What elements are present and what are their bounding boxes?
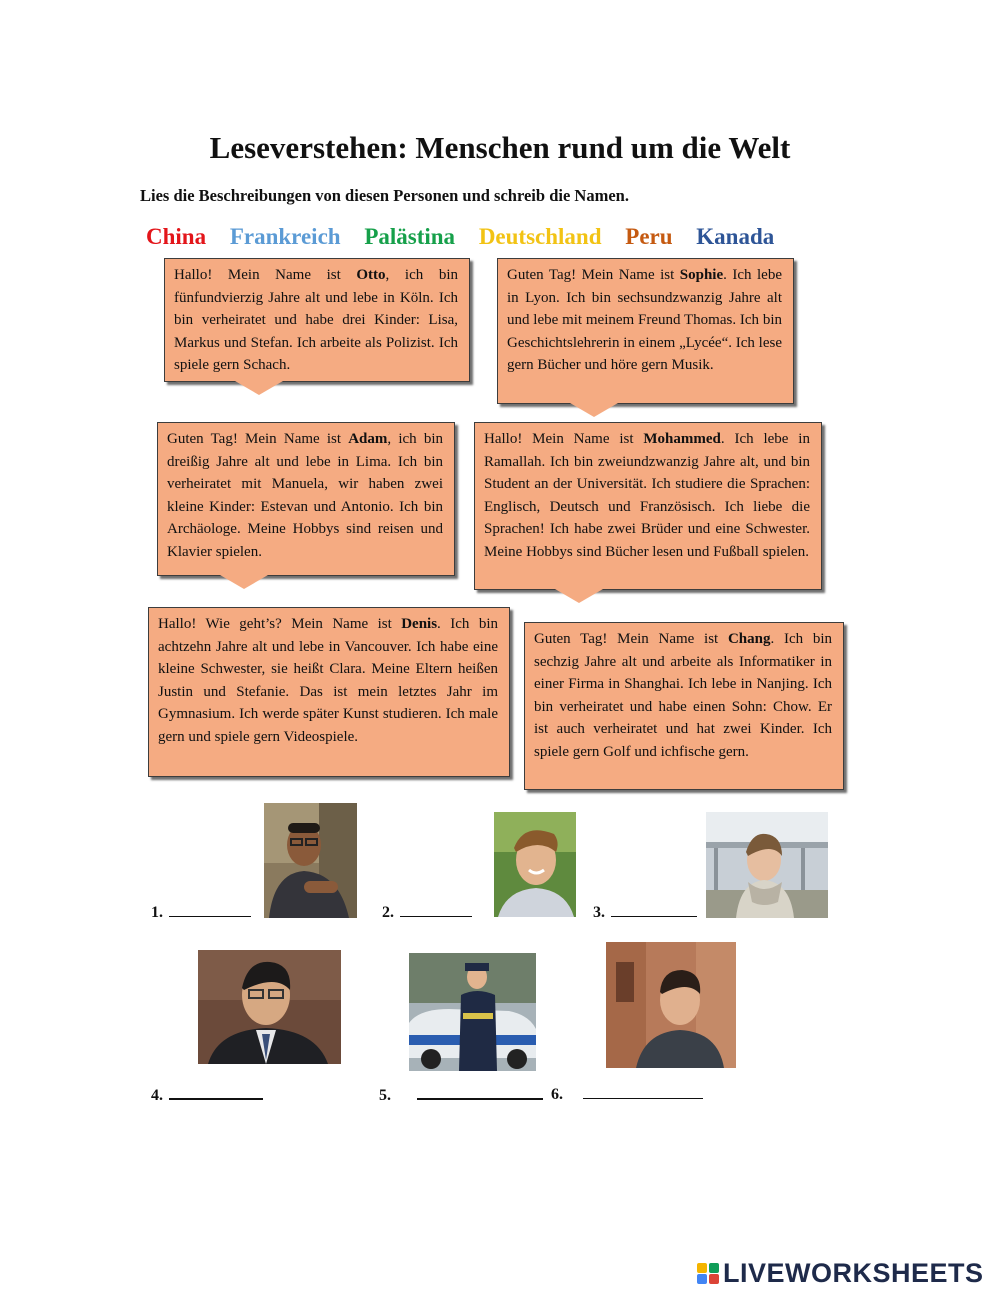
answer-2[interactable]: 2. — [382, 904, 472, 922]
answer-input-3[interactable] — [611, 904, 697, 917]
answer-4[interactable]: 4. — [151, 1086, 263, 1105]
person-name: Adam — [348, 431, 388, 447]
answer-input-4[interactable] — [169, 1086, 263, 1100]
answer-5[interactable]: 5. — [379, 1086, 543, 1105]
person-name: Sophie — [679, 267, 724, 283]
answer-input-5[interactable] — [417, 1086, 543, 1100]
logo-icon — [697, 1263, 719, 1285]
answer-input-6[interactable] — [583, 1086, 703, 1099]
country-kanada: Kanada — [696, 224, 775, 249]
country-deutschland: Deutschland — [478, 224, 602, 249]
answer-1[interactable]: 1. — [151, 904, 251, 922]
answer-6[interactable]: 6. — [551, 1086, 703, 1104]
photo-1-young-man-glasses — [264, 803, 357, 918]
bubble-tail — [220, 575, 268, 589]
bubble-chang: Guten Tag! Mein Name ist Chang. Ich bin sechzig Jahre alt und arbeite als Informatiker in einer Firma in Shanghai. Ich lebe in Nanjing. Ich bin verheiratet und habe einen Sohn: Chow. Er ist auch verheiratet und hat zwei Kinder. Ich spiele gern Golf und ichfische gern. — [524, 622, 844, 790]
bubble-sophie: Guten Tag! Mein Name ist Sophie. Ich lebe in Lyon. Ich bin sechsundzwanzig Jahre alt und lebe mit meinem Freund Thomas. Ich bin Geschichtslehrerin in einem „Lycée“. Ich lese gern Bücher und höre gern Musik. — [497, 258, 794, 404]
person-name: Otto — [356, 267, 386, 283]
bubble-otto: Hallo! Mein Name ist Otto, ich bin fünfundvierzig Jahre alt und lebe in Köln. Ich bin verheiratet und habe drei Kinder: Lisa, Markus und Stefan. Ich arbeite als Polizist. Ich spiele gern Schach. — [164, 258, 470, 382]
photo-4-man-suit — [198, 950, 341, 1064]
instruction: Lies die Beschreibungen von diesen Personen und schreib die Namen. — [140, 186, 629, 205]
answer-3[interactable]: 3. — [593, 904, 697, 922]
photo-6-man-petra — [606, 942, 736, 1068]
logo-square-3 — [697, 1274, 707, 1284]
person-name: Denis — [401, 616, 438, 632]
photo-5-police-officer — [409, 953, 536, 1071]
logo-square-1 — [697, 1263, 707, 1273]
bubble-denis: Hallo! Wie geht’s? Mein Name ist Denis. Ich bin achtzehn Jahre alt und lebe in Vancouver. Ich habe eine kleine Schwester, sie heißt Clara. Meine Eltern heißen Justin und Stefanie. Das ist mein letztes Jahr im Gymnasium. Ich werde später Kunst studieren. Ich male gern und spiele gern Videospiele. — [148, 607, 510, 777]
answer-input-1[interactable] — [169, 904, 251, 917]
logo-text: LIVEWORKSHEETS — [723, 1258, 984, 1288]
person-name: Mohammed — [643, 431, 721, 447]
country-peru: Peru — [625, 224, 673, 249]
photo-2-smiling-boy — [494, 812, 576, 917]
bubble-tail — [555, 589, 603, 603]
bubble-tail — [235, 381, 283, 395]
country-palaestina: Palästina — [364, 224, 456, 249]
page-title: Leseverstehen: Menschen rund um die Welt — [209, 130, 791, 165]
logo-square-4 — [709, 1274, 719, 1284]
logo-square-2 — [709, 1263, 719, 1273]
country-frankreich: Frankreich — [229, 224, 341, 249]
liveworksheets-logo — [697, 1258, 984, 1289]
photo-3-woman-scarf — [706, 812, 828, 918]
bubble-mohammed: Hallo! Mein Name ist Mohammed. Ich lebe in Ramallah. Ich bin zweiundzwanzig Jahre alt, und bin Student an der Universität. Ich studiere die Sprachen: Englisch, Deutsch und Französisch. Ich liebe die Sprachen! Ich habe zwei Brüder und eine Schwester. Meine Hobbys sind Bücher lesen und Fußball spielen. — [474, 422, 822, 590]
person-name: Chang — [727, 631, 771, 647]
country-china: China — [146, 224, 207, 249]
bubble-tail — [570, 403, 618, 417]
country-list — [146, 224, 792, 250]
bubble-adam: Guten Tag! Mein Name ist Adam, ich bin dreißig Jahre alt und lebe in Lima. Ich bin verheiratet mit Manuela, wir haben zwei kleine Kinder: Estevan und Antonio. Ich bin Archäologe. Meine Hobbys sind reisen und Klavier spielen. — [157, 422, 455, 576]
answer-input-2[interactable] — [400, 904, 472, 917]
